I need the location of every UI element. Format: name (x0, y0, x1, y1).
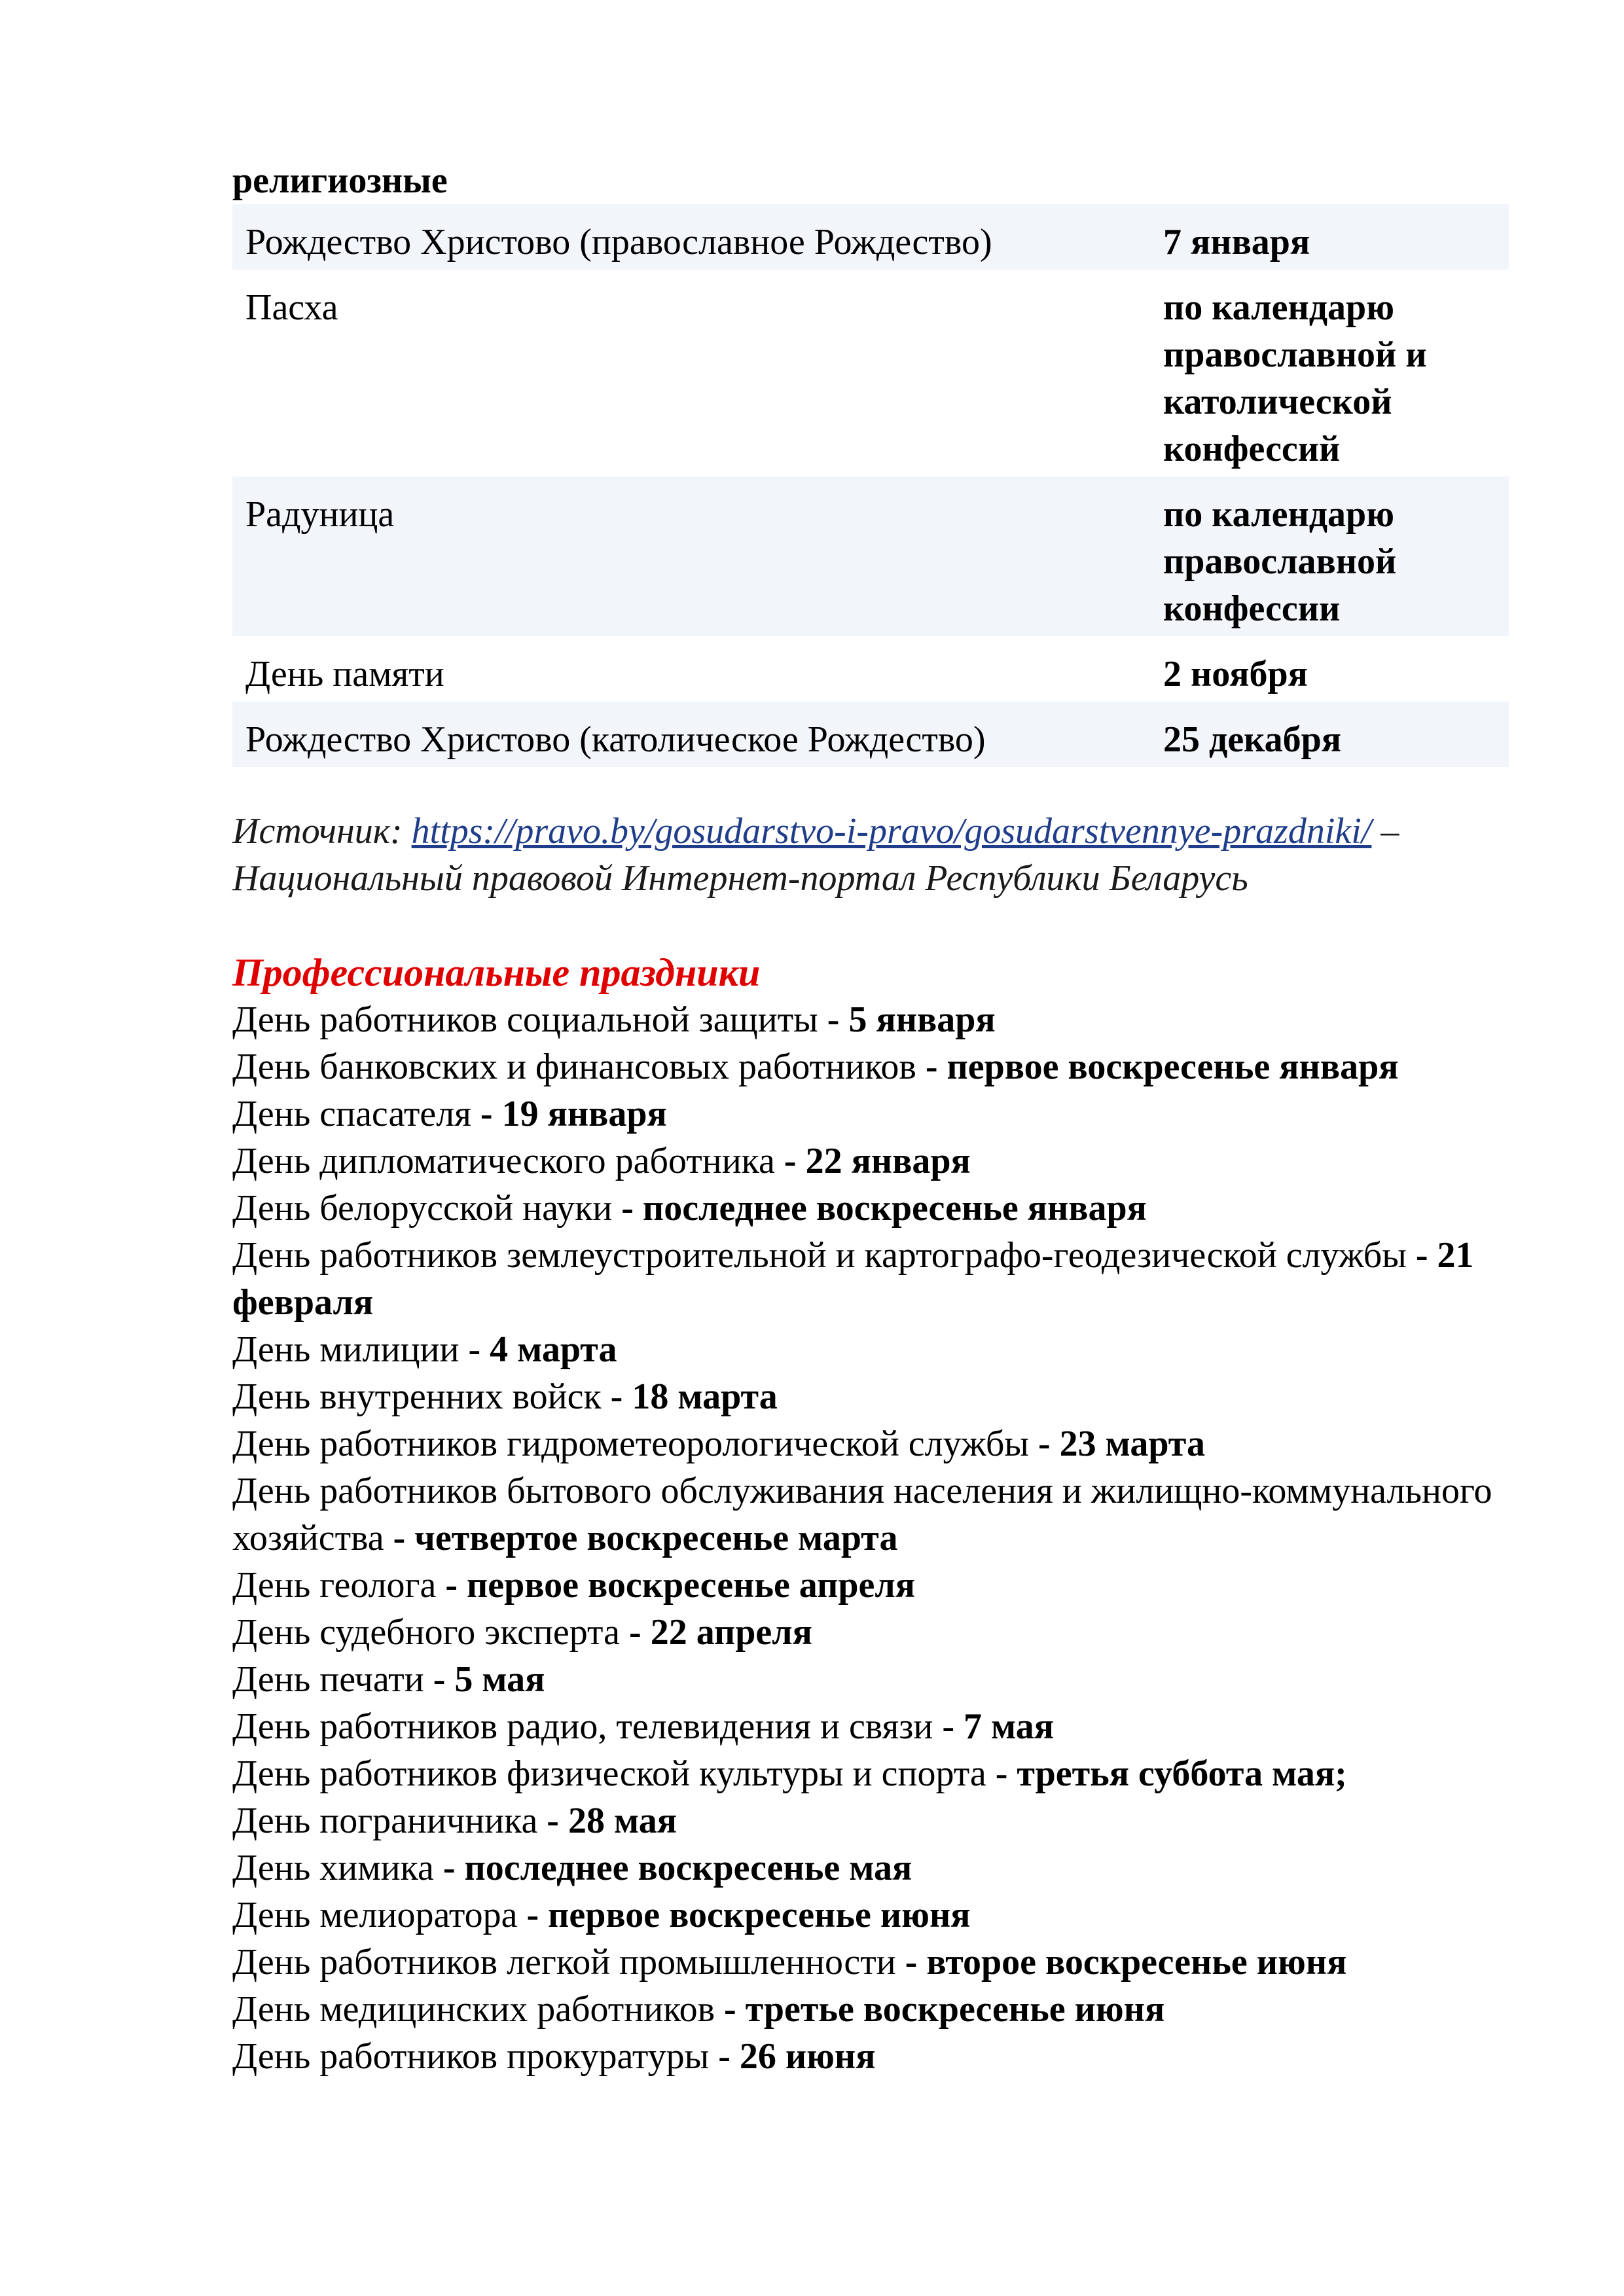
separator: - (537, 1801, 568, 1841)
holiday-name: День работников бытового обслуживания населения и жилищно-коммунального хозяйства (232, 1471, 1492, 1558)
holiday-name: День мелиоратора (232, 1895, 518, 1935)
holiday-name: День работников землеустроительной и картографо-геодезической службы (232, 1235, 1407, 1276)
source-label: Источник: (232, 811, 412, 852)
holiday-date: 19 января (501, 1094, 667, 1134)
holiday-date: 7 мая (964, 1706, 1055, 1747)
holiday-date: 22 апреля (650, 1612, 812, 1653)
table-row (232, 636, 1509, 702)
holiday-name: Рождество Христово (православное Рождество) (232, 204, 1150, 270)
list-item (232, 1232, 1509, 1326)
table-row (232, 204, 1509, 270)
holiday-name: День милиции (232, 1329, 460, 1370)
separator: - (709, 2036, 740, 2077)
holiday-date: четвертое воскресенье марта (414, 1518, 898, 1558)
separator: - (436, 1565, 467, 1605)
holiday-name: Рождество Христово (католическое Рождество) (232, 702, 1150, 767)
holiday-name: День работников прокуратуры (232, 2036, 710, 2077)
list-item (232, 1844, 1509, 1892)
source-link[interactable]: https://pravo.by/gosudarstvo-i-pravo/gosudarstvennye-prazdniki/ (411, 811, 1372, 852)
holiday-date: третье воскресенье июня (745, 1989, 1165, 2030)
holiday-date: по календарю православной конфессии (1150, 476, 1509, 636)
holiday-name: День медицинских работников (232, 1989, 715, 2030)
list-item (232, 1986, 1509, 2033)
separator: - (612, 1188, 643, 1229)
separator: - (471, 1094, 502, 1134)
holiday-date: 21 февраля (232, 1235, 1474, 1323)
holiday-name: День работников гидрометеорологической службы (232, 1424, 1029, 1464)
list-item (232, 1043, 1509, 1090)
separator: - (517, 1895, 549, 1935)
holiday-name: День химика (232, 1848, 434, 1888)
list-item (232, 996, 1509, 1043)
holiday-date: последнее воскресенье января (642, 1188, 1147, 1229)
separator: - (916, 1047, 947, 1087)
holiday-name: День работников физической культуры и спорта (232, 1753, 986, 1794)
separator: - (818, 999, 849, 1040)
holiday-name: День белорусской науки (232, 1188, 613, 1229)
separator: - (601, 1376, 632, 1417)
holiday-date: 26 июня (739, 2036, 876, 2077)
list-item (232, 1373, 1509, 1420)
holiday-date: первое воскресенье июня (548, 1895, 971, 1935)
list-item (232, 1656, 1509, 1703)
holiday-date: 5 января (848, 999, 996, 1040)
separator: - (384, 1518, 415, 1558)
holiday-date: 4 марта (490, 1329, 617, 1370)
list-item (232, 1703, 1509, 1750)
holiday-date: второе воскресенье июня (926, 1942, 1347, 1982)
list-item (232, 1939, 1509, 1986)
separator: - (715, 1989, 746, 2030)
separator: - (620, 1612, 651, 1653)
separator: - (1406, 1235, 1437, 1276)
list-item (232, 1326, 1509, 1373)
table-row (232, 270, 1509, 476)
document-page (232, 157, 1509, 2080)
holiday-date: 7 января (1150, 204, 1509, 270)
holiday-name: День дипломатического работника (232, 1141, 775, 1181)
holiday-date: 5 мая (454, 1659, 545, 1700)
holiday-name: День пограничника (232, 1801, 538, 1841)
separator: - (424, 1659, 455, 1700)
list-item (232, 1750, 1509, 1797)
list-item (232, 2033, 1509, 2080)
holiday-date: 23 марта (1059, 1424, 1205, 1464)
holiday-date: 18 марта (632, 1376, 778, 1417)
separator: - (459, 1329, 490, 1370)
separator: - (895, 1942, 927, 1982)
separator: - (933, 1706, 964, 1747)
holiday-name: Пасха (245, 287, 338, 328)
list-item (232, 1420, 1509, 1467)
holiday-date: третья суббота мая; (1017, 1753, 1347, 1794)
holiday-name: День спасателя (232, 1094, 471, 1134)
holiday-date: 25 декабря (1150, 702, 1509, 767)
holiday-name: День работников легкой промышленности (232, 1942, 896, 1982)
separator: - (1028, 1424, 1060, 1464)
holiday-date: 22 января (805, 1141, 971, 1181)
holiday-name: День банковских и финансовых работников (232, 1047, 916, 1087)
holiday-date: первое воскресенье апреля (467, 1565, 916, 1605)
holiday-name: День памяти (245, 654, 444, 694)
professional-holidays-list (232, 996, 1509, 2080)
list-item (232, 1138, 1509, 1185)
list-item (232, 1892, 1509, 1939)
holiday-date: первое воскресенье января (947, 1047, 1399, 1087)
list-item (232, 1090, 1509, 1138)
list-item (232, 1797, 1509, 1844)
religious-table-body (232, 204, 1509, 767)
list-item (232, 1467, 1509, 1562)
list-item (232, 1185, 1509, 1232)
professional-heading: Профессиональные праздники (232, 951, 761, 994)
holiday-date: 28 мая (568, 1801, 677, 1841)
separator: - (433, 1848, 465, 1888)
holiday-name: День печати (232, 1659, 424, 1700)
holiday-name: День работников радио, телевидения и связи (232, 1706, 933, 1747)
holiday-name: День работников социальной защиты (232, 999, 818, 1040)
holiday-name: День судебного эксперта (232, 1612, 621, 1653)
holiday-name: Радуница (232, 476, 1150, 636)
separator: - (774, 1141, 806, 1181)
table-row (232, 476, 1509, 636)
source-description: Национальный правовой Интернет-портал Республики Беларусь (232, 858, 1248, 899)
holiday-name: День внутренних войск (232, 1376, 602, 1417)
holiday-date: 2 ноября (1163, 654, 1308, 694)
list-item (232, 1562, 1509, 1609)
holiday-name: День геолога (232, 1565, 437, 1605)
religious-holidays-table (232, 204, 1509, 767)
table-row (232, 702, 1509, 767)
list-item (232, 1609, 1509, 1656)
holiday-date: по календарю православной и католической конфессий (1163, 287, 1427, 469)
source-dash: – (1371, 811, 1399, 852)
separator: - (986, 1753, 1017, 1794)
religious-heading: религиозные (232, 160, 448, 201)
holiday-date: последнее воскресенье мая (464, 1848, 912, 1888)
source-note (232, 808, 1509, 902)
